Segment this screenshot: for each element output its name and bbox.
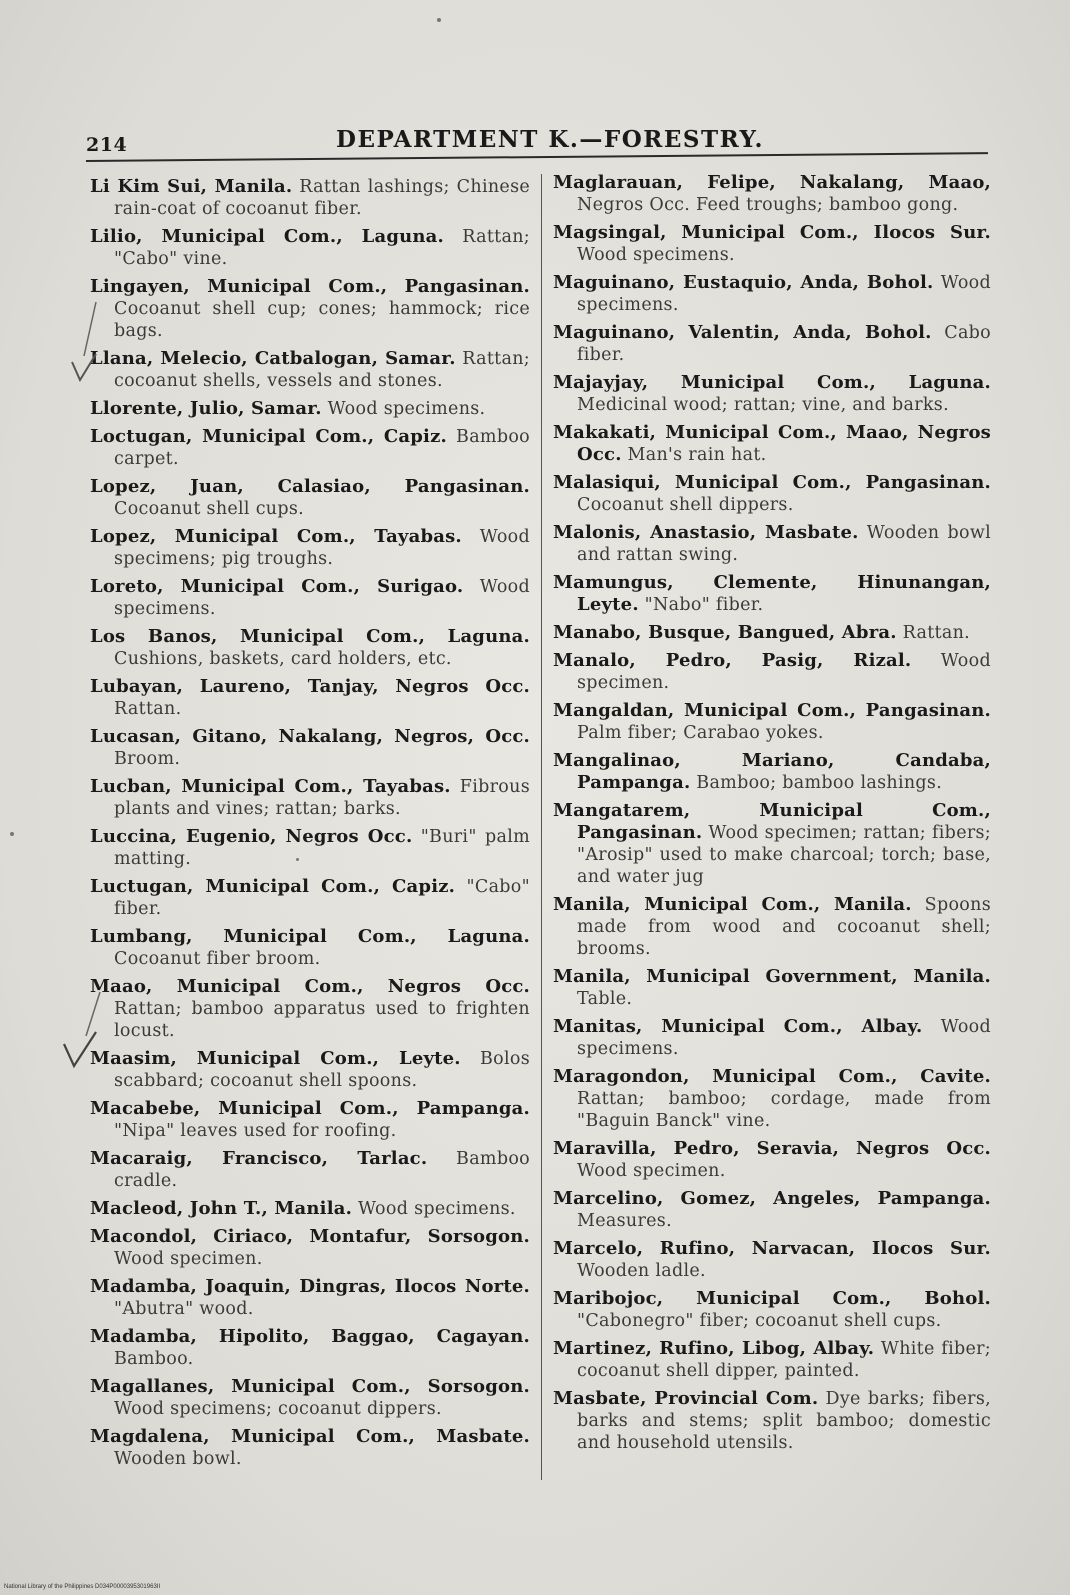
exhibit-description: Cocoanut shell dippers. <box>577 495 794 515</box>
exhibitor-name: Loreto, Municipal Com., Surigao. <box>90 576 464 597</box>
exhibitor-entry <box>90 926 530 970</box>
exhibitor-entry <box>553 422 991 466</box>
exhibitor-entry <box>90 976 530 1042</box>
exhibitor-name: Li Kim Sui, Manila. <box>90 176 293 197</box>
exhibit-description: Bamboo carpet. <box>114 427 531 469</box>
exhibit-description: Rattan; bamboo apparatus used to frighten locust. <box>114 999 530 1041</box>
exhibit-description: Rattan lashings; Chinese rain-coat of cocoanut fiber. <box>114 177 531 219</box>
exhibit-description: Bolos scabbard; cocoanut shell spoons. <box>114 1049 531 1091</box>
exhibitor-name: Luccina, Eugenio, Negros Occ. <box>90 826 413 847</box>
exhibit-description: "Cabo" fiber. <box>114 877 530 919</box>
exhibit-description: Wooden bowl and rattan swing. <box>577 523 991 565</box>
exhibitor-entry <box>90 726 530 770</box>
exhibitor-entry <box>553 750 991 794</box>
exhibitor-entry <box>553 1288 991 1332</box>
exhibitor-name: Maguinano, Eustaquio, Anda, Bohol. <box>553 272 934 293</box>
exhibitor-entry <box>553 700 991 744</box>
exhibitor-entry <box>553 172 991 216</box>
exhibitor-name: Malasiqui, Municipal Com., Pangasinan. <box>553 472 991 493</box>
exhibitor-name: Lubayan, Laureno, Tanjay, Negros Occ. <box>90 676 530 697</box>
exhibitor-entry <box>90 476 530 520</box>
exhibit-description: Rattan; "Cabo" vine. <box>114 227 530 269</box>
exhibitor-name: Mangalinao, Mariano, Candaba, Pampanga. <box>553 750 991 793</box>
exhibitor-name: Llana, Melecio, Catbalogan, Samar. <box>90 348 456 369</box>
exhibitor-name: Marcelo, Rufino, Narvacan, Ilocos Sur. <box>553 1238 991 1259</box>
exhibitor-name: Majayjay, Municipal Com., Laguna. <box>553 372 991 393</box>
exhibitor-entry <box>90 1148 530 1192</box>
exhibit-description: "Cabonegro" fiber; cocoanut shell cups. <box>577 1311 942 1331</box>
exhibitor-entry <box>553 622 991 644</box>
exhibitor-name: Mangatarem, Municipal Com., Pangasinan. <box>553 800 991 843</box>
exhibit-description: Wood specimens. <box>114 577 530 619</box>
exhibit-description: "Buri" palm matting. <box>114 827 530 869</box>
exhibit-description: Wooden bowl. <box>114 1449 242 1469</box>
exhibitor-name: Marcelino, Gomez, Angeles, Pampanga. <box>553 1188 991 1209</box>
exhibitor-name: Mamungus, Clemente, Hinunangan, Leyte. <box>553 572 991 615</box>
exhibitor-name: Lucasan, Gitano, Nakalang, Negros, Occ. <box>90 726 530 747</box>
exhibit-description: Cushions, baskets, card holders, etc. <box>114 649 452 669</box>
exhibit-description: "Nipa" leaves used for roofing. <box>114 1121 397 1141</box>
exhibit-description: Fibrous plants and vines; rattan; barks. <box>114 777 530 819</box>
exhibitor-entry <box>90 526 530 570</box>
exhibitor-name: Maasim, Municipal Com., Leyte. <box>90 1048 461 1069</box>
exhibit-description: Bamboo; bamboo lashings. <box>690 773 943 793</box>
exhibit-description: Spoons made from wood and cocoanut shell; brooms. <box>577 895 991 959</box>
exhibit-description: Wood specimen; rattan; fibers; "Arosip" used to make charcoal; torch; base, and water jug <box>577 823 991 887</box>
exhibitor-entry <box>553 1338 991 1382</box>
exhibitor-name: Maglarauan, Felipe, Nakalang, Maao, <box>553 172 991 193</box>
exhibit-description: Palm fiber; Carabao yokes. <box>577 723 824 743</box>
exhibit-description: Negros Occ. Feed troughs; bamboo gong. <box>577 195 959 215</box>
exhibitor-entry <box>90 176 530 220</box>
exhibitor-name: Maravilla, Pedro, Seravia, Negros Occ. <box>553 1138 991 1159</box>
exhibit-description: Cocoanut shell cups. <box>114 499 305 519</box>
exhibitor-entry <box>553 272 991 316</box>
exhibitor-entry <box>90 348 530 392</box>
exhibitor-name: Manitas, Municipal Com., Albay. <box>553 1016 923 1037</box>
exhibit-description: Man's rain hat. <box>621 445 767 465</box>
exhibitor-name: Maribojoc, Municipal Com., Bohol. <box>553 1288 991 1309</box>
exhibitor-entry <box>90 226 530 270</box>
ink-speck <box>437 18 441 22</box>
exhibit-description: Wooden ladle. <box>577 1261 706 1281</box>
exhibit-description: White fiber; cocoanut shell dipper, painted. <box>577 1339 992 1381</box>
running-title: DEPARTMENT K.—FORESTRY. <box>336 126 765 153</box>
exhibitor-name: Manila, Municipal Com., Manila. <box>553 894 912 915</box>
exhibitor-name: Lingayen, Municipal Com., Pangasinan. <box>90 276 530 297</box>
exhibit-description: Wood specimens. <box>577 273 991 315</box>
exhibitor-name: Makakati, Municipal Com., Maao, Negros Occ. <box>553 422 991 465</box>
exhibitor-entry <box>553 1238 991 1282</box>
exhibitor-entry <box>90 276 530 342</box>
exhibitor-name: Los Banos, Municipal Com., Laguna. <box>90 626 530 647</box>
right-column <box>553 172 991 1460</box>
exhibit-description: Wood specimens; cocoanut dippers. <box>114 1399 442 1419</box>
exhibitor-entry <box>553 894 991 960</box>
exhibitor-entry <box>553 372 991 416</box>
exhibitor-entry <box>90 1276 530 1320</box>
exhibit-description: Wood specimens. <box>577 245 735 265</box>
exhibitor-name: Manila, Municipal Government, Manila. <box>553 966 991 987</box>
exhibitor-name: Loctugan, Municipal Com., Capiz. <box>90 426 447 447</box>
exhibitor-name: Macabebe, Municipal Com., Pampanga. <box>90 1098 530 1119</box>
exhibitor-entry <box>553 650 991 694</box>
exhibitor-entry <box>553 522 991 566</box>
exhibit-description: Wood specimens. <box>321 399 486 419</box>
ink-speck <box>10 832 14 836</box>
exhibitor-name: Lucban, Municipal Com., Tayabas. <box>90 776 451 797</box>
exhibitor-name: Lilio, Municipal Com., Laguna. <box>90 226 445 247</box>
exhibitor-entry <box>90 398 530 420</box>
exhibitor-entry <box>90 426 530 470</box>
exhibitor-name: Madamba, Hipolito, Baggao, Cagayan. <box>90 1326 530 1347</box>
exhibitor-name: Magallanes, Municipal Com., Sorsogon. <box>90 1376 530 1397</box>
exhibit-description: Broom. <box>114 749 181 769</box>
exhibit-description: Wood specimen. <box>577 1161 726 1181</box>
exhibitor-entry <box>553 222 991 266</box>
exhibitor-entry <box>90 1226 530 1270</box>
exhibit-description: Dye barks; fibers, barks and stems; split bamboo; domestic and household utensils. <box>577 1389 991 1453</box>
exhibit-description: Rattan; bamboo; cordage, made from "Baguin Banck" vine. <box>577 1089 991 1131</box>
footer-credit: National Library of the Philippines D034P0000395301963II <box>4 1584 161 1590</box>
exhibit-description: Bamboo. <box>114 1349 194 1369</box>
exhibitor-name: Luctugan, Municipal Com., Capiz. <box>90 876 456 897</box>
exhibitor-entry <box>553 1066 991 1132</box>
page-number: 214 <box>86 134 128 156</box>
exhibitor-entry <box>90 1048 530 1092</box>
exhibitor-entry <box>90 1098 530 1142</box>
exhibitor-name: Macondol, Ciriaco, Montafur, Sorsogon. <box>90 1226 530 1247</box>
exhibit-description: "Abutra" wood. <box>114 1299 254 1319</box>
exhibitor-name: Maguinano, Valentin, Anda, Bohol. <box>553 322 932 343</box>
exhibitor-name: Llorente, Julio, Samar. <box>90 398 322 419</box>
exhibit-description: Measures. <box>577 1211 672 1231</box>
exhibitor-entry <box>90 576 530 620</box>
exhibitor-entry <box>553 1188 991 1232</box>
exhibitor-name: Lopez, Municipal Com., Tayabas. <box>90 526 462 547</box>
exhibitor-entry <box>553 572 991 616</box>
exhibit-description: Wood specimens. <box>352 1199 516 1219</box>
exhibit-description: Cocoanut shell cup; cones; hammock; rice bags. <box>114 299 530 341</box>
exhibitor-entry <box>553 472 991 516</box>
exhibit-description: Bamboo cradle. <box>114 1149 530 1191</box>
exhibit-description: Cabo fiber. <box>577 323 992 365</box>
exhibitor-entry <box>553 966 991 1010</box>
exhibitor-name: Malonis, Anastasio, Masbate. <box>553 522 859 543</box>
exhibitor-entry <box>553 1016 991 1060</box>
exhibitor-entry <box>90 1326 530 1370</box>
exhibitor-entry <box>90 626 530 670</box>
exhibitor-entry <box>553 322 991 366</box>
exhibitor-entry <box>90 1198 530 1220</box>
exhibitor-name: Maragondon, Municipal Com., Cavite. <box>553 1066 991 1087</box>
left-column <box>90 176 530 1476</box>
exhibit-description: "Nabo" fiber. <box>638 595 764 615</box>
exhibitor-entry <box>90 1376 530 1420</box>
exhibit-description: Cocoanut fiber broom. <box>114 949 321 969</box>
exhibitor-name: Macleod, John T., Manila. <box>90 1198 353 1219</box>
exhibitor-entry <box>553 1138 991 1182</box>
exhibitor-name: Lopez, Juan, Calasiao, Pangasinan. <box>90 476 530 497</box>
exhibitor-entry <box>90 676 530 720</box>
column-divider <box>541 174 542 1480</box>
exhibitor-entry <box>90 776 530 820</box>
exhibitor-name: Magdalena, Municipal Com., Masbate. <box>90 1426 530 1447</box>
exhibit-description: Wood specimen. <box>114 1249 263 1269</box>
exhibitor-name: Lumbang, Municipal Com., Laguna. <box>90 926 530 947</box>
exhibitor-name: Magsingal, Municipal Com., Ilocos Sur. <box>553 222 991 243</box>
exhibitor-name: Macaraig, Francisco, Tarlac. <box>90 1148 428 1169</box>
exhibitor-name: Madamba, Joaquin, Dingras, Ilocos Norte. <box>90 1276 530 1297</box>
exhibit-description: Rattan. <box>114 699 182 719</box>
exhibitor-entry <box>90 1426 530 1470</box>
exhibitor-name: Maao, Municipal Com., Negros Occ. <box>90 976 530 997</box>
exhibitor-entry <box>90 876 530 920</box>
exhibitor-name: Mangaldan, Municipal Com., Pangasinan. <box>553 700 991 721</box>
exhibit-description: Wood specimens; pig troughs. <box>114 527 530 569</box>
exhibit-description: Medicinal wood; rattan; vine, and barks. <box>577 395 949 415</box>
exhibitor-name: Manalo, Pedro, Pasig, Rizal. <box>553 650 912 671</box>
exhibit-description: Wood specimens. <box>577 1017 991 1059</box>
exhibitor-entry <box>90 826 530 870</box>
exhibit-description: Wood specimen. <box>577 651 991 693</box>
exhibit-description: Table. <box>577 989 633 1009</box>
exhibitor-entry <box>553 800 991 888</box>
exhibitor-name: Masbate, Provincial Com. <box>553 1388 819 1409</box>
exhibit-description: Rattan; cocoanut shells, vessels and stones. <box>114 349 530 391</box>
exhibitor-entry <box>553 1388 991 1454</box>
exhibitor-name: Manabo, Busque, Bangued, Abra. <box>553 622 897 643</box>
exhibit-description: Rattan. <box>896 623 971 643</box>
exhibitor-name: Martinez, Rufino, Libog, Albay. <box>553 1338 875 1359</box>
